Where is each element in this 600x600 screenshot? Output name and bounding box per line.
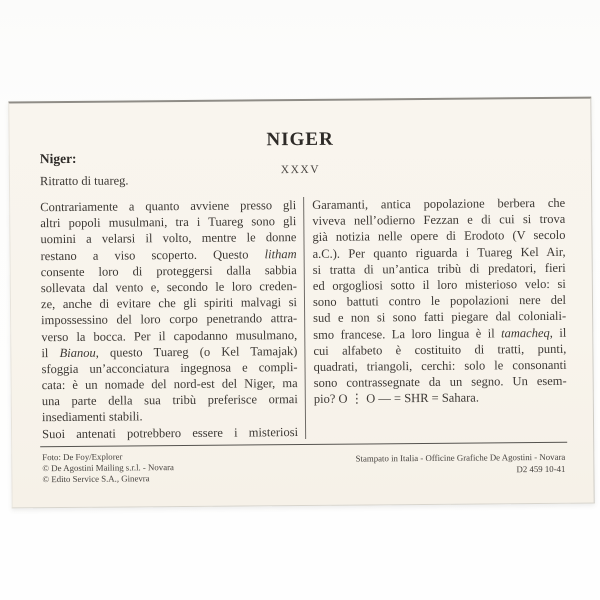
text-line: [313, 340, 566, 358]
credits-right: [356, 452, 566, 477]
card-title: NIGER: [266, 128, 334, 151]
text-segment: verso la bocca. Per il capodanno musulmano,: [41, 327, 298, 344]
footer-rule: [40, 442, 567, 447]
footer-line: © De Agostini Mailing s.r.l. - Novara: [42, 462, 174, 474]
text-segment: sud e non si sono fatti piegare dal coloniali-: [313, 309, 567, 326]
text-segment: consente loro di proteggersi dalla sabbia: [40, 262, 297, 279]
text-line: [314, 373, 567, 391]
footer-line: Stampato in Italia - Officine Grafiche De Agostini - Novara: [355, 451, 566, 464]
text-line: [42, 391, 298, 409]
text-segment: il: [41, 345, 60, 360]
italic-term: litham: [264, 246, 297, 261]
text-segment: a.C.). Per quanto riguarda i Tuareg Kel Air,: [312, 244, 566, 261]
footer-line: Foto: De Foy/Explorer: [42, 451, 123, 463]
postcard-back: [8, 97, 594, 509]
text-segment: quadrati, triangoli, cerchi: solo le consonanti: [313, 357, 567, 374]
text-segment: sfoggia un’acconciatura ingegnosa e compli-: [41, 359, 298, 377]
italic-term: tamacheq: [501, 325, 550, 340]
text-line: [41, 343, 297, 361]
text-segment: restano a viso scoperto. Questo: [40, 246, 265, 263]
text-segment: altri popoli musulmani, tra i Tuareg sono gli: [40, 214, 297, 231]
text-segment: Garamanti, antica popolazione berbera che: [312, 195, 566, 212]
subject-caption: Ritratto di tuareg.: [39, 173, 129, 189]
text-segment: insediamenti stabili.: [41, 409, 143, 425]
text-line: [40, 229, 296, 247]
column-left: [40, 197, 298, 442]
text-segment: pio? O ⋮ O — = SHR = Sahara.: [313, 390, 479, 407]
text-segment: ed orgogliosi sotto il loro misterioso velo: si: [312, 276, 566, 293]
text-segment: uomini a velarsi il volto, mentre le donne: [40, 230, 297, 247]
text-line: [313, 308, 566, 326]
text-line: [313, 243, 566, 261]
text-line: [313, 324, 566, 342]
text-segment: una parte della sua tribù preferisce ormai: [41, 392, 298, 409]
credits-left: [42, 451, 174, 485]
text-line: [312, 227, 565, 245]
text-segment: già notizia nelle opere di Erodoto (V secolo: [312, 228, 566, 245]
text-segment: smo francese. La loro lingua è il: [313, 325, 502, 342]
series-numeral: XXXV: [280, 163, 321, 177]
text-line: [42, 424, 298, 442]
text-segment: cata: è un nomade del nord-est del Niger, ma: [41, 376, 298, 393]
subject-label: Niger:: [39, 150, 77, 167]
text-segment: sollevata dal vento e, secondo le loro creden-: [40, 278, 297, 296]
text-segment: si tratta di un’antica tribù di predatori, fieri: [312, 260, 566, 277]
text-line: [41, 310, 297, 328]
text-segment: Contrariamente a quanto avviene presso gli: [40, 198, 297, 215]
text-segment: viveva nell’odierno Fezzan e di cui si trova: [312, 211, 566, 229]
column-right: [312, 195, 567, 408]
text-line: [41, 246, 297, 264]
text-segment: sono battuti contro le popolazioni nere del: [312, 292, 567, 310]
text-line: [41, 327, 297, 345]
text-segment: sono contrassegnate da un segno. Un esem-: [313, 373, 567, 390]
footer-line: D2 459 10-41: [516, 463, 566, 474]
text-segment: Suoi antenati potrebbero essere i misteriosi: [42, 424, 299, 441]
text-segment: , questo Tuareg (o Kel Tamajak): [95, 343, 298, 360]
text-segment: impossessino del loro corpo penetrando attra-: [41, 311, 298, 328]
text-line: [314, 389, 567, 407]
footer-line: © Edito Service S.A., Ginevra: [42, 473, 150, 485]
text-segment: , il: [549, 325, 567, 340]
text-segment: ze, anche di evitare che gli spiriti malvagi si: [40, 295, 298, 312]
italic-term: Bianou: [59, 345, 96, 360]
text-columns: [40, 195, 568, 442]
text-segment: cui alfabeto è costituito di tratti, punti,: [313, 341, 567, 358]
column-divider: [303, 197, 306, 439]
